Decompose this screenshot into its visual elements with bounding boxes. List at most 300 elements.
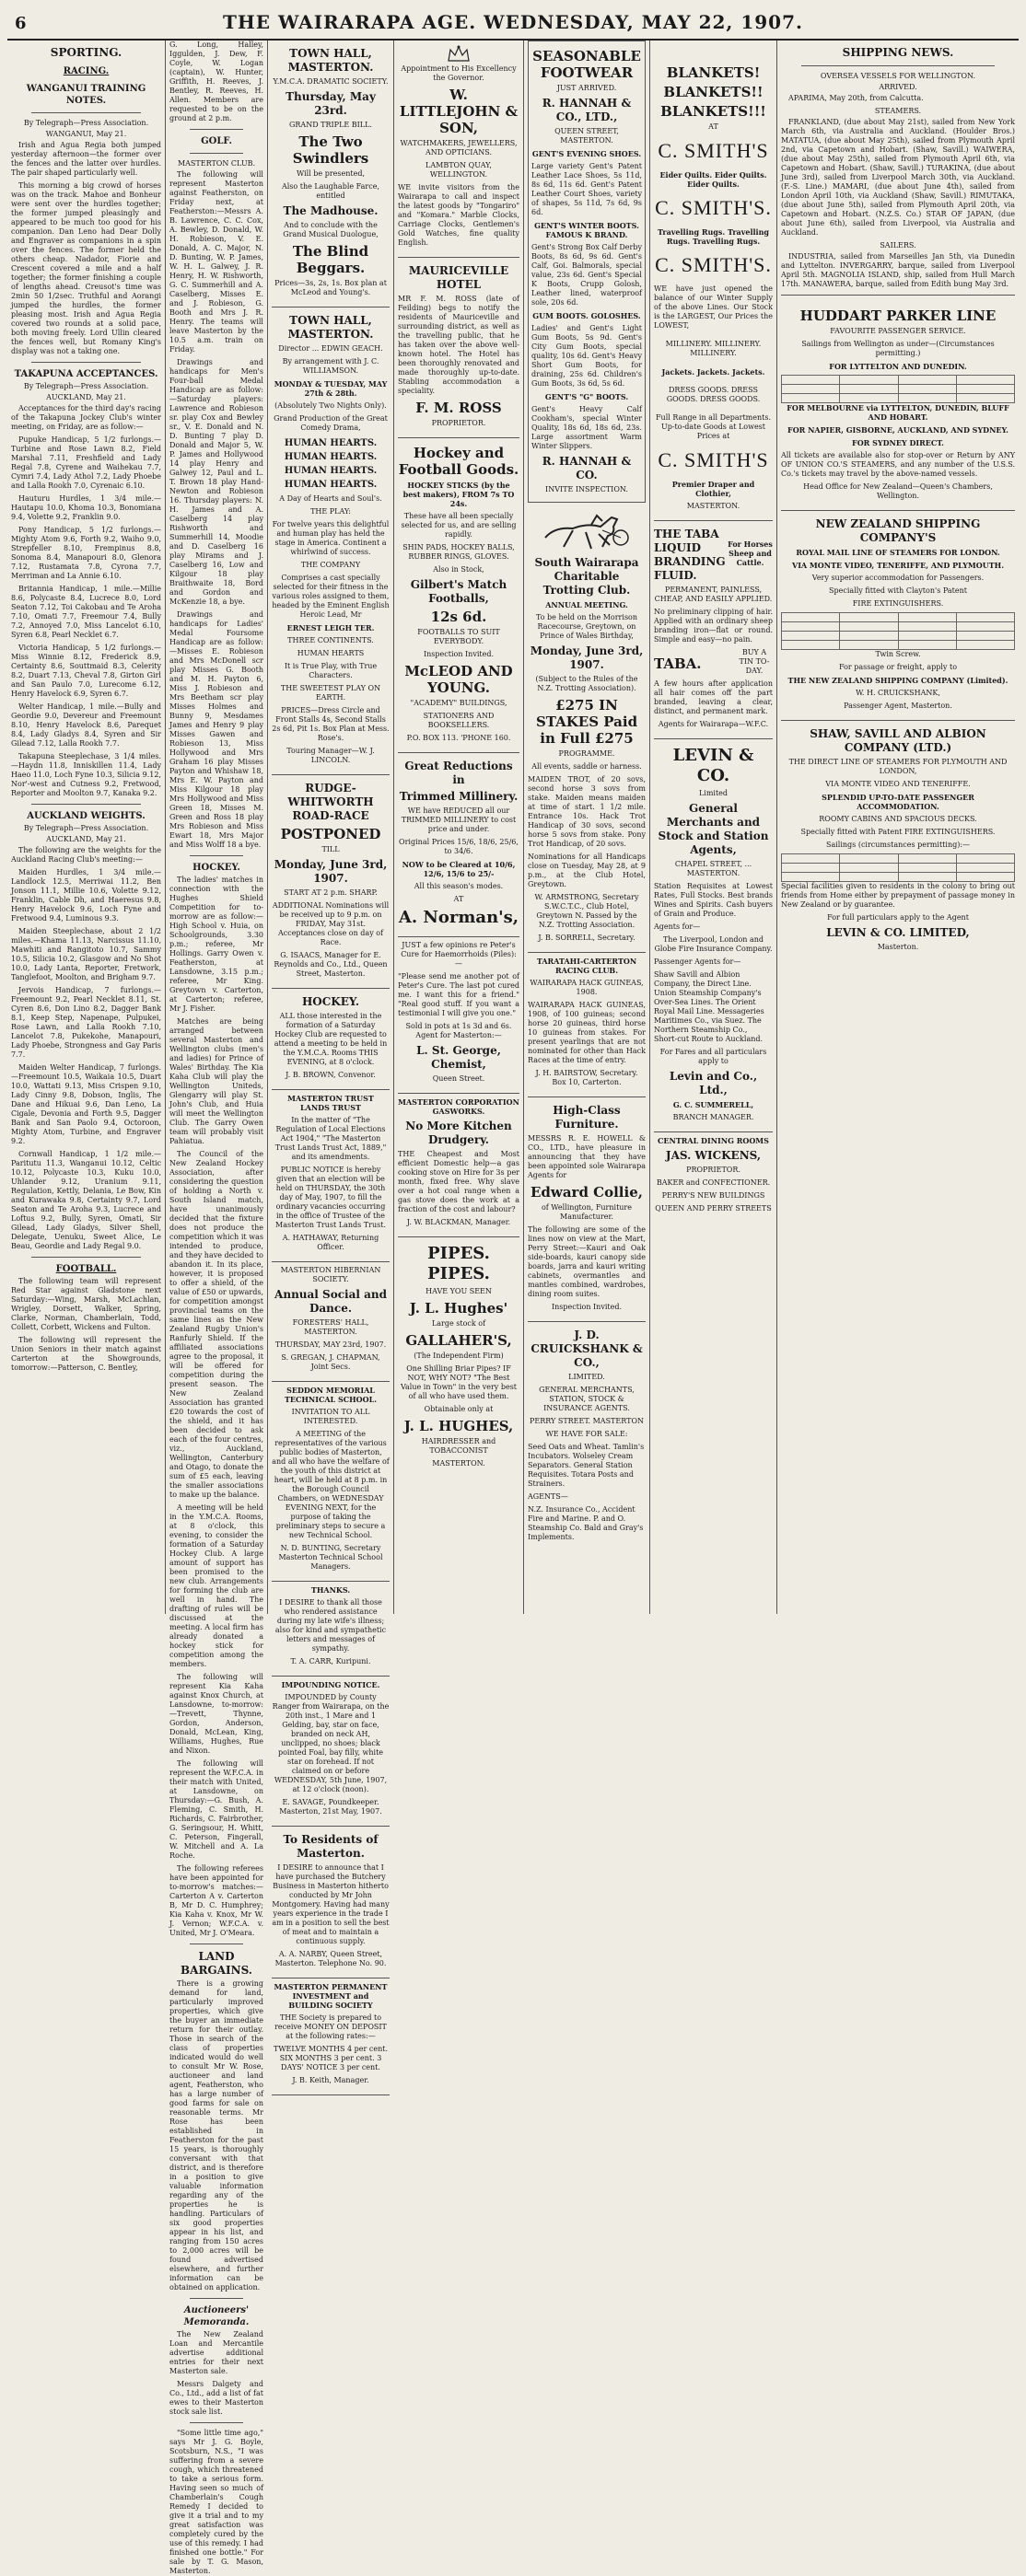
ad-line: THE Cheapest and Most efficient Domestic help—a gas cooking stove on Hire for 3s per month, fixed free. Why slave over a hot coal range when a gas stove does the work at a fraction of the cost and labour? bbox=[398, 1150, 519, 1213]
column-golf-hockey bbox=[165, 41, 267, 2575]
table-cell bbox=[782, 873, 840, 882]
ad-heading: TOWN HALL, MASTERTON. bbox=[287, 47, 374, 74]
ad-heading: South Wairarapa Charitable Trotting Club. bbox=[534, 556, 639, 597]
ad-line: W. ARMSTRONG, Secretary S.W.C.T.C., Club Hotel, Greytown N. Passed by the N.Z. Trotting Association. bbox=[534, 893, 639, 929]
table-cell bbox=[782, 385, 840, 394]
ad-line: MASTERTON. bbox=[686, 502, 740, 510]
ad-heading: R. HANNAH & CO. bbox=[542, 455, 632, 482]
ad-heading: TABA. bbox=[654, 656, 702, 672]
table-row bbox=[782, 641, 1015, 650]
ad-line: Agents for Wairarapa—W.F.C. bbox=[658, 720, 769, 728]
divider bbox=[190, 153, 243, 154]
article-paragraph: Drawings and handicaps for Ladies' Medal Foursome Handicap are as follow:—Misses E. Robieson and Mrs McDonell scr play Misses G. Booth and M. H. Payton 6, Miss J. Robieson and Mrs Beetham scr play Misses Holmes and Bunny 9, Mesdames James and Henry 9 play Misses Gawen and Robieson 13, Miss Hollywood and Mrs Graham 16 play Misses Payton and Whishaw 18, Mrs E. W. Payton and Miss Kilgour 18 play Mrs Hollywood and Miss Green 18, Misses M. Green and Ross 18 play Mrs Robieson and Miss Ewart 18, Mrs Major and Miss Wolff 18 a bye. bbox=[169, 610, 263, 849]
ad-heading: Thursday, May 23rd. bbox=[286, 90, 376, 117]
ad-line: Jackets. Jackets. Jackets. bbox=[661, 367, 765, 377]
sailing-table bbox=[781, 612, 1015, 650]
divider bbox=[801, 65, 995, 66]
ad-line: Also the Laughable Farce, entitled bbox=[281, 182, 380, 200]
ad-line: Passenger Agent, Masterton. bbox=[844, 702, 952, 710]
ad-line: CHAPEL STREET, ... MASTERTON. bbox=[674, 860, 752, 877]
table-row bbox=[782, 613, 1015, 622]
ad-line: Sailings (circumstances permitting):— bbox=[825, 841, 971, 849]
ad-line: J. B. SORRELL, Secretary. bbox=[538, 934, 635, 942]
ad-line: BAKER and CONFECTIONER. bbox=[656, 1178, 771, 1187]
article-paragraph: The following are the weights for the Auckland Racing Club's meeting:— bbox=[11, 846, 161, 864]
article-paragraph: A meeting will be held in the Y.M.C.A. Rooms, at 8 o'clock, this evening, to consider the formation of a Saturday Hockey Club. A large amount of support has been promised to the new club. Arrangements for forming the club are well in hand. The drafting of rules will be discussed at the meeting. A local firm has already donated a hockey stick for competition among the members. bbox=[169, 1503, 263, 1668]
ad-heading: BLANKETS!! bbox=[663, 84, 764, 100]
ad-trust-lands bbox=[272, 1090, 390, 1262]
ad-line: W. H. CRUICKSHANK, bbox=[856, 689, 940, 697]
ad-heading: The Two Swindlers bbox=[292, 133, 369, 167]
ad-line: WE HAVE FOR SALE: bbox=[545, 1430, 628, 1438]
table-cell bbox=[782, 854, 840, 864]
ad-hockey-goods bbox=[398, 438, 519, 753]
ad-line: Appointment to His Excellency the Governor. bbox=[401, 64, 517, 82]
ad-line: ROOMY CABINS AND SPACIOUS DECKS. bbox=[819, 815, 977, 823]
steamers-heading: STEAMERS. bbox=[874, 107, 922, 115]
ad-line: "ACADEMY" BUILDINGS, bbox=[410, 699, 507, 707]
ad-heading: SEASONABLE FOOTWEAR bbox=[532, 48, 641, 81]
article-paragraph: Matches are being arranged between several Masterton and Wellington clubs (men's and ladies) for Prince of Wales' Birthday. The Kia Kaha Club will play the Wellington Uniteds, Glengarry will play St. John's Club, and Huia will meet the Wellington Club. The Garry Owen team will probably visit Pahiatua. bbox=[169, 1017, 263, 1145]
ad-line: PERRY'S NEW BUILDINGS bbox=[661, 1191, 765, 1200]
ad-line: It is True Play, with True Characters. bbox=[284, 662, 378, 679]
column-notices bbox=[267, 41, 393, 2084]
ad-dining-rooms bbox=[654, 1132, 773, 1223]
table-cell bbox=[898, 376, 956, 385]
article-paragraph: Pony Handicap, 5 1/2 furlongs.—Mighty Atom 9.6, Forth 9.2, Waiho 9.0, Strepfeller 8.10, Frempinus 8.8, Sonoma 8.4, Manapouri 8.0, Glenora 7.12, Rustamata 7.8, Cyrona 7.7, Merriman and La Annie 6.10. bbox=[11, 526, 161, 580]
byline: By Telegraph—Press Association. bbox=[23, 382, 149, 390]
byline: By Telegraph—Press Association. bbox=[23, 824, 149, 832]
ad-line: MONDAY & TUESDAY, MAY 27th & 28th. bbox=[274, 379, 388, 398]
ad-line: N.Z. Insurance Co., Accident Fire and Marine. P. and O. Steamship Co. Bald and Gray's Implements. bbox=[528, 1505, 644, 1541]
ad-furniture bbox=[528, 1097, 646, 1322]
ad-line: PROPRIETOR. bbox=[431, 419, 486, 427]
table-row bbox=[782, 873, 1015, 882]
ad-line: Specially fitted with Clayton's Patent bbox=[829, 586, 967, 595]
ad-line: FORESTERS' HALL, MASTERTON. bbox=[292, 1318, 369, 1336]
table-cell bbox=[898, 622, 956, 632]
ad-gasworks bbox=[398, 1094, 519, 1237]
sporting-heading: SPORTING. bbox=[50, 46, 122, 59]
ad-heading: Edward Collie, bbox=[530, 1184, 643, 1201]
ad-line: All tickets are available also for stop-over or Return by ANY OF UNION CO.'S STEAMERS, and any number of the U.S.S. Co.'s tickets may travel by the above-named vessels. bbox=[781, 451, 1015, 478]
ad-line: AT bbox=[453, 895, 464, 903]
table-cell bbox=[956, 864, 1014, 873]
table-cell bbox=[898, 641, 956, 650]
ad-line: (The Independent Firm) bbox=[414, 1352, 504, 1360]
ad-heading: Monday, June 3rd, 1907. bbox=[530, 644, 644, 671]
ad-line: Grand Production of the Great Comedy Drama, bbox=[274, 414, 388, 432]
table-cell bbox=[782, 622, 840, 632]
ad-heading: Annual Social and Dance. bbox=[274, 1288, 387, 1315]
ad-line: THE PLAY: bbox=[310, 507, 351, 516]
ad-line: GENT'S EVENING SHOES. bbox=[531, 149, 642, 158]
ad-line: For twelve years this delightful and human play has held the stage in America. Continent a whirlwind of success. bbox=[272, 520, 390, 556]
taba-buy bbox=[654, 648, 773, 679]
ad-heading: GALLAHER'S, bbox=[405, 1332, 512, 1349]
ad-line: THE DIRECT LINE OF STEAMERS FOR PLYMOUTH AND LONDON, bbox=[788, 758, 1008, 775]
ad-line: GENT'S WINTER BOOTS. FAMOUS K BRAND. bbox=[534, 221, 639, 239]
article-paragraph: G. Long, Halley, Iggulden, J. Dew, F. Coyle, W. Logan (captain), W. Hunter, Griffith, H. Reeves, J. Bentley, R. Reeves, H. Allen. Members are requested to be on the ground at 2 p.m. bbox=[169, 41, 263, 122]
article-paragraph: Maiden Steeplechase, about 2 1/2 miles.—Khama 11.13, Narcissus 11.10, Mawhiti and Rangitoto 10.7, Sammy 10.5, Silicia 10.2, Glasgow and No Shot 10.0, Lady Lanta, Reporter, Fretwork, Tanglefoot, Moolton, and Brigham 9.7. bbox=[11, 927, 161, 981]
ad-line: And to conclude with the Grand Musical Duologue, bbox=[283, 221, 379, 238]
ad-heading: RUDGE-WHITWORTH ROAD-RACE bbox=[287, 782, 374, 822]
ad-line: Shaw Savill and Albion Company, the Direct Line. Union Steamship Company's Over-Sea Lines. The Orient Royal Mail Line. Messageries Maritimes Co., via Suez. The Northern Steamship Co., Short-cut Route to Auckland. bbox=[654, 970, 764, 1043]
column-sporting bbox=[7, 41, 165, 1614]
ad-line: IMPOUNDING NOTICE. bbox=[281, 1680, 380, 1689]
table-cell bbox=[840, 385, 898, 394]
table-cell bbox=[782, 641, 840, 650]
masthead bbox=[7, 9, 1019, 41]
ad-heading: 12s 6d. bbox=[430, 609, 487, 625]
ad-line: Sold in pots at 1s 3d and 6s. Agent for Masterton:— bbox=[405, 1022, 512, 1039]
table-cell bbox=[956, 641, 1014, 650]
ad-line: Head Office for New Zealand—Queen's Chambers, Wellington. bbox=[803, 482, 993, 500]
ad-line: INVITATION TO ALL INTERESTED. bbox=[291, 1408, 370, 1425]
ad-line: I DESIRE to thank all those who rendered assistance during my late wife's illness; also for kind and sympathetic letters and messages of sympathy. bbox=[274, 1598, 387, 1653]
divider bbox=[190, 855, 243, 856]
divider bbox=[190, 129, 243, 130]
ad-road-race bbox=[272, 775, 390, 989]
article-paragraph: The following referees have been appointed for to-morrow's matches:—Carterton A v. Carterton B, Mr D. C. Humphrey; Kia Kaha v. Knox, Mr W. J. Vernon; W.F.C.A. v. United, Mr J. O'Meara. bbox=[169, 1864, 263, 1937]
ad-line: FAVOURITE PASSENGER SERVICE. bbox=[830, 327, 966, 335]
ad-littlejohn bbox=[398, 41, 519, 258]
ad-line: THURSDAY, MAY 23rd, 1907. bbox=[274, 1340, 387, 1349]
ad-nz-shipping bbox=[781, 511, 1015, 721]
ad-line: CENTRAL DINING ROOMS bbox=[658, 1136, 769, 1145]
ad-line: QUEEN AND PERRY STREETS bbox=[655, 1204, 772, 1213]
ad-line: TARATAHI-CARTERTON RACING CLUB. bbox=[536, 957, 637, 975]
table-cell bbox=[898, 613, 956, 622]
ad-line: Eider Quilts. Eider Quilts. Eider Quilts. bbox=[659, 170, 767, 189]
ad-c-smith bbox=[654, 41, 773, 521]
ad-line: E. SAVAGE, Poundkeeper. Masterton, 21st May, 1907. bbox=[279, 1798, 382, 1816]
ad-petes-cure bbox=[398, 937, 519, 1094]
ad-line: THE Society is prepared to receive MONEY ON DEPOSIT at the following rates:— bbox=[274, 2013, 387, 2040]
table-cell bbox=[782, 394, 840, 403]
ad-line: For passage or freight, apply to bbox=[838, 663, 958, 671]
divider bbox=[190, 2298, 243, 2299]
ad-line: (Absolutely Two Nights Only). bbox=[274, 401, 387, 410]
ad-line: (Subject to the Rules of the N.Z. Trotting Association). bbox=[535, 675, 638, 692]
ad-heading: J. L. Hughes' bbox=[409, 1300, 508, 1317]
ad-heading: C. SMITH'S. bbox=[655, 253, 772, 276]
ad-pipes bbox=[398, 1237, 519, 1478]
table-cell bbox=[956, 394, 1014, 403]
column-footwear-trotting bbox=[523, 41, 649, 1614]
table-row bbox=[782, 632, 1015, 641]
ad-line: Original Prices 15/6, 18/6, 25/6, to 34/6. bbox=[399, 838, 519, 855]
football-heading: FOOTBALL. bbox=[55, 1264, 117, 1274]
ad-heading: To Residents of Masterton. bbox=[283, 1833, 379, 1860]
ad-line: HOCKEY STICKS (by the best makers), FROM 7s TO 24s. bbox=[402, 481, 515, 508]
page-number: 6 bbox=[15, 14, 27, 33]
ad-line: J. H. BAIRSTOW, Secretary. Box 10, Carterton. bbox=[535, 1069, 638, 1086]
article-paragraph: Britannia Handicap, 1 mile.—Millie 8.6, Polycaste 8.4, Lucrece 8.0, Lord Seaton 7.12, Toi Cakobau and Te Aroha 7.10, Omati 7.7, Freemour 7.4, Bully 7.2, Annoyed 7.0, Miss Lancelot 6.10, Syren 6.8, Pearl Necklet 6.7. bbox=[11, 585, 161, 639]
ad-line: Specially fitted with Patent FIRE EXTINGUISHERS. bbox=[800, 828, 996, 836]
ad-heading: LEVIN & CO. bbox=[672, 746, 754, 785]
ad-line: Large variety Gent's Patent Leather Lace Shoes, 5s 11d, 8s 6d, 11s 6d. Gent's Patent Leather Court Shoes, variety of shapes, 5s 11d, 7s 6d, 9s 6d. bbox=[531, 162, 642, 216]
ad-line: FOR SYDNEY DIRECT. bbox=[852, 438, 944, 447]
table-cell bbox=[898, 632, 956, 641]
ad-line: Masterton. bbox=[877, 943, 919, 951]
table-cell bbox=[840, 613, 898, 622]
ad-line: PERRY STREET. MASTERTON bbox=[529, 1417, 644, 1425]
dateline: AUCKLAND, May 21. bbox=[46, 835, 126, 843]
ad-heading: The Madhouse. bbox=[283, 204, 379, 217]
ad-heading: F. M. ROSS bbox=[415, 400, 502, 416]
table-cell bbox=[956, 376, 1014, 385]
ad-line: By arrangement with J. C. WILLIAMSON. bbox=[282, 357, 379, 375]
ad-line: SHIN PADS, HOCKEY BALLS, RUBBER RINGS, GLOVES. bbox=[402, 543, 515, 561]
ad-impounding bbox=[272, 1677, 390, 1827]
ad-line: FIRE EXTINGUISHERS. bbox=[852, 599, 944, 608]
ad-line: A few hours after application all hair comes off the part branded, leaving a clear, distinct, and permanent mark. bbox=[654, 679, 773, 715]
ad-levin bbox=[654, 739, 773, 1132]
ad-heading: JAS. WICKENS, bbox=[665, 1149, 762, 1162]
article-paragraph: Hauturu Hurdles, 1 3/4 mile.—Hautapu 10.0, Khoma 10.3, Bonomiana 9.4, Volette 9.2, Franklin 9.0. bbox=[11, 494, 161, 521]
ad-line: For full particulars apply to the Agent bbox=[827, 913, 969, 922]
article-paragraph: This morning a big crowd of horses was on the track. Mahoe and Bonheur were sent over the hurdles together; the former jumped pleasingly and appeared to be much too good for his companion. Dan Leno had Dear Dolly and Engraver as companions in a spin over the fences. The former held the others cheap. Nadador, Fiorie and Crescent covered a mile and a half together; the former finishing a couple of lengths ahead. Creusot's time was 2min 50 1/2sec. Truthful and Aorangi jumped the hurdles, the former pleasing most. Irish and Agua Regia covered two rounds at a solid pace, both moving freely. Lord Ullin cleared the fences well, but Romany King's display was not a taking one. bbox=[11, 181, 161, 355]
ad-heading: A. Norman's, bbox=[398, 908, 519, 927]
column-layout bbox=[7, 41, 1019, 2575]
article-paragraph: The following will represent the W.F.C.A. in their match with United, at Lansdowne, on Thursday:—G. Bush, A. Fleming, C. Smith, H. Richards, C. Fairbrother, G. Seringsour, H. Whitt, C. Peterson, Fingerall, W. Mitchell and A. La Roche. bbox=[169, 1759, 263, 1860]
ad-heading: HUMAN HEARTS. HUMAN HEARTS. HUMAN HEARTS. HUMAN HEARTS. bbox=[284, 438, 378, 490]
wanganui-heading: WANGANUI TRAINING NOTES. bbox=[26, 84, 146, 106]
article-paragraph: Jervois Handicap, 7 furlongs.—Freemount 9.2, Pearl Necklet 8.11, St. Cyren 8.6, Don Lino 8.2, Dagger Bank 8.1, Keep Step, Napenape, Pulpukei, Rose Lawn, and Lalla Rookh 7.10, Lancelot 7.8, Pukekohe, Manapouri, Lady Phoebe, Strongness and Gay Paris 7.7. bbox=[11, 986, 161, 1059]
ad-line: "Please send me another pot of Peter's Cure. The last pot cured me. I want this for a friend." "Real good stuff. If you want a testimonial I will give you one." bbox=[398, 972, 519, 1017]
ad-town-hall bbox=[272, 41, 390, 307]
ad-line: G. C. SUMMERELL, bbox=[672, 1100, 754, 1109]
ad-line: THE COMPANY bbox=[300, 561, 361, 569]
divider bbox=[31, 1257, 141, 1258]
column-shipping bbox=[776, 41, 1019, 1614]
ad-line: MASTERTON CORPORATION GASWORKS. bbox=[398, 1097, 519, 1116]
ad-heading: PIPES. PIPES. bbox=[427, 1244, 490, 1283]
table-cell bbox=[782, 376, 840, 385]
ad-building-society bbox=[272, 1978, 390, 2095]
ad-heading: HOCKEY. bbox=[301, 995, 360, 1008]
ad-line: Twin Screw. bbox=[875, 650, 921, 658]
ad-line: P.O. BOX 113. 'PHONE 160. bbox=[406, 734, 511, 742]
table-row bbox=[782, 622, 1015, 632]
ad-line: LIMITED. bbox=[568, 1373, 605, 1381]
divider bbox=[31, 804, 141, 805]
ad-line: HAIRDRESSER and TOBACCONIST bbox=[421, 1437, 496, 1455]
article-paragraph: Irish and Agua Regia both jumped yesterday afternoon—the former over the fences and the latter over hurdles. The pair shaped particularly well. bbox=[11, 141, 161, 177]
ad-heading: Levin and Co., Ltd., bbox=[669, 1070, 758, 1097]
ad-line: ANNUAL MEETING. bbox=[545, 600, 628, 609]
ad-heading: General Merchants and Stock and Station Agents, bbox=[658, 802, 769, 856]
ad-line: TWELVE MONTHS 4 per cent. SIX MONTHS 3 per cent. 3 DAYS' NOTICE 3 per cent. bbox=[274, 2045, 388, 2071]
ad-line: These have all been specially selected for us, and are selling rapidly. bbox=[401, 512, 517, 539]
ad-footwear bbox=[528, 41, 646, 503]
ad-line: of Wellington, Furniture Manufacturer. bbox=[541, 1203, 632, 1221]
ad-line: Limited bbox=[698, 789, 729, 797]
ad-line: To be held on the Morrison Racecourse, Greytown, on Prince of Wales Birthday, bbox=[535, 613, 638, 640]
table-cell bbox=[840, 873, 898, 882]
ad-line: MASTERTON. bbox=[432, 1459, 485, 1468]
ad-human-hearts bbox=[272, 307, 390, 775]
article-paragraph: Maiden Hurdles, 1 3/4 mile.—Landlock 12.5, Merriwai 11.2, Ben Jonson 11.1, Millie 10.6, Volette 9.12, Franklin, Cable Dh, and Haeresus 9.8, Henry Havelock 9.6, Loch Fyne and Fretwood 9.4, Luminous 9.3. bbox=[11, 868, 161, 922]
ad-heading: POSTPONED bbox=[280, 826, 381, 842]
royal-crest-icon bbox=[445, 44, 472, 64]
table-cell bbox=[898, 385, 956, 394]
column-retail-ads bbox=[393, 41, 523, 1614]
ad-line: MILLINERY. MILLINERY. MILLINERY. bbox=[665, 340, 762, 357]
ad-heading: Hockey and Football Goods. bbox=[398, 445, 519, 478]
article-paragraph: "Some little time ago," says Mr J. G. Boyle, Scotsburn, N.S., "I was suffering from a severe cough, which threatened to take a serious form. Having seen so much of Chamberlain's Cough Remedy I decided to give it a trial and to my great satisfaction was completely cured by the use of this remedy. I had finished one bottle." For sale by T. G. Mason, Masterton. bbox=[169, 2429, 263, 2575]
ad-line: STATIONERS AND BOOKSELLERS. bbox=[423, 712, 495, 729]
ad-line: No preliminary clipping of hair. Applied with an ordinary sheep branding iron—flat or round. Simple and easy—no pain. bbox=[654, 608, 773, 644]
ad-line: A. HATHAWAY, Returning Officer. bbox=[282, 1234, 379, 1251]
ad-line: T. A. CARR, Kuripuni. bbox=[290, 1657, 371, 1665]
ad-heading: C. SMITH'S bbox=[658, 139, 769, 162]
ad-line: Station Requisites at Lowest Rates, Full Stocks. Best brands Wines and Spirits. Cash buyers of Grain and Produce. bbox=[654, 882, 773, 918]
article-paragraph: Maiden Welter Handicap, 7 furlongs.—Freemount 10.5, Waikaia 10.5, Duart 10.0, Wattati 9.13, Miss Crispen 9.10, Lady Cinny 9.8, Dobson, Inglis, The Dane and Hikuai 9.6, Dan Leno, La Cigale, Devonia and Forth 9.5, Dagger Bank and San Paolo 9.4, Octoroon, Mighty Atom, Turbine, and Engraver 9.2. bbox=[11, 1063, 161, 1145]
ad-line: Seed Oats and Wheat. Tamlin's Incubators. Wolseley Cream Separators. General Station Requisites. Totara Posts and Strainers. bbox=[528, 1443, 645, 1488]
ad-heading: BLANKETS!!! bbox=[660, 103, 766, 120]
ad-technical-school bbox=[272, 1382, 390, 1582]
article-paragraph: The New Zealand Loan and Mercantile advertise additional entries for their next Masterton sale. bbox=[169, 2330, 263, 2375]
ad-heading: SHAW, SAVILL AND ALBION COMPANY (LTD.) bbox=[810, 727, 986, 754]
table-cell bbox=[840, 641, 898, 650]
ad-line: Comprises a cast specially selected for their fitness in the various roles assigned to them, headed by the Eminent English Heroic Lead, Mr bbox=[272, 574, 390, 619]
ad-line: I DESIRE to announce that I have purchased the Butchery Business in Masterton hitherto conducted by Mr John Montgomery. Having had many years experience in the trade I am in a position to sell the best of meat and to maintain a continuous supply. bbox=[272, 1863, 390, 1945]
ad-heading: MAURICEVILLE HOTEL bbox=[408, 264, 509, 291]
article-paragraph: Welter Handicap, 1 mile.—Bully and Geordie 9.0, Devereur and Freemount 8.10, Henry Havelock 8.6, Parequet 8.4, Lady Gladys 8.4, Syren and Sir Gilead 7.12, Lalla Rookh 7.7. bbox=[11, 702, 161, 748]
ad-line: MR F. M. ROSS (late of Feilding) begs to notify the residents of Mauriceville and surrounding district, as well as the travelling public, that he has taken over the above well-known hotel. The Hotel has been thoroughly renovated and made thoroughly up-to-date. Stabling accommodation a speciality. bbox=[398, 295, 519, 395]
ad-line: Nominations for all Handicaps close on Tuesday, May 28, at 9 p.m., at the Club Hotel, Greytown. bbox=[528, 853, 646, 888]
ad-line: Travelling Rugs. Travelling Rugs. Travelling Rugs. bbox=[658, 227, 769, 246]
ad-line: HAVE YOU SEEN bbox=[426, 1287, 492, 1295]
ad-line: GRAND TRIPLE BILL. bbox=[289, 121, 372, 129]
ad-heading: The Blind Beggars. bbox=[292, 243, 369, 276]
ad-line: Inspection Invited. bbox=[423, 650, 495, 658]
ad-line: FOR MELBOURNE via LYTTELTON, DUNEDIN, BLUFF AND HOBART. bbox=[787, 403, 1009, 422]
ad-line: All this season's modes. bbox=[414, 882, 504, 890]
newspaper-title: THE WAIRARAPA AGE. WEDNESDAY, MAY 22, 1907. bbox=[223, 11, 803, 33]
table-cell bbox=[840, 376, 898, 385]
ad-line: NOW to be Cleared at 10/6, 12/6, 15/6 to 25/- bbox=[402, 860, 516, 878]
ad-line: PROPRIETOR. bbox=[686, 1166, 740, 1174]
ad-line: AGENTS— bbox=[528, 1492, 568, 1501]
ad-line: Will be presented, bbox=[297, 169, 365, 178]
ad-line: Gent's Heavy Calf Cookham's, special Winter Quality, 18s 6d, 18s 6d, 23s. Large assortment Warm Winter Slippers. bbox=[531, 405, 642, 450]
ad-line: GENT'S "G" BOOTS. bbox=[544, 392, 629, 401]
ad-trotting-club bbox=[528, 503, 646, 953]
ad-heading: J. D. CRUICKSHANK & CO., bbox=[530, 1329, 643, 1369]
table-row bbox=[782, 394, 1015, 403]
ad-line: HUMAN HEARTS bbox=[297, 649, 365, 657]
ad-line: FOR NAPIER, GISBORNE, AUCKLAND, AND SYDNEY. bbox=[787, 425, 1009, 435]
ad-line: ADDITIONAL Nominations will be received up to 9 p.m. on FRIDAY, May 31st. Acceptances close on day of Race. bbox=[272, 901, 390, 946]
weights-heading: AUCKLAND WEIGHTS. bbox=[27, 811, 146, 821]
ad-heading: £275 IN STAKES Paid in Full £275 bbox=[535, 697, 638, 747]
ad-heading: J. L. HUGHES, bbox=[403, 1418, 514, 1434]
ad-taratahi bbox=[528, 953, 646, 1097]
ad-line: MASTERTON PERMANENT INVESTMENT and BUILDING SOCIETY bbox=[274, 1982, 388, 2010]
ad-line: A Day of Hearts and Soul's. bbox=[279, 494, 382, 503]
byline: By Telegraph—Press Association. bbox=[23, 119, 149, 127]
sailing-table bbox=[781, 853, 1015, 882]
column-smiths bbox=[649, 41, 776, 1614]
article-paragraph: Cornwall Handicap, 1 1/2 mile.—Paritutu 11.3, Wanganui 10.12, Celtic 10.12, Polycaste 10.3, Kuku 10.0, Uhlander 9.12, Uranium 9.11, Regulation, Kettly, Delania, Le Bow, Kin and Kurawaka 9.8, Certainty 9.7, Lord Seaton and Te Aroha 9.3, Lucrece and Loftus 9.2, Bully, Syren, Omati, Sir Gilead, Lady Gladys, Silver Shell, Delegate, Uenuku, Sweet Alice, Le Beau, Geordie and Lady Regal 9.0. bbox=[11, 1150, 161, 1250]
ad-line: Agents for— bbox=[654, 922, 701, 931]
ad-heading: Monday, June 3rd, 1907. bbox=[274, 858, 388, 885]
ad-line: PROGRAMME. bbox=[558, 749, 615, 758]
divider bbox=[190, 2422, 243, 2423]
ad-line: THE SWEETEST PLAY ON EARTH. bbox=[280, 684, 381, 702]
divider bbox=[31, 362, 141, 363]
ad-taba bbox=[654, 521, 773, 739]
article-paragraph: APARIMA, May 20th, from Calcutta. bbox=[788, 94, 924, 102]
article-paragraph: Victoria Handicap, 5 1/2 furlongs.—Miss Winnie 8.12, Frederick 8.9, Certainty 8.6, Souttmaid 8.3, Celerity 8.2, Duart 7.13, Cheval 7.8, Girton Girl and San Paulo 7.0, Lurecome 6.12, Henry Havelock 6.9, Syren 6.7. bbox=[11, 644, 161, 698]
divider bbox=[31, 112, 141, 113]
ad-shaw-savill bbox=[781, 721, 1015, 961]
ad-line: QUEEN STREET, MASTERTON. bbox=[554, 127, 619, 145]
ad-line: Director ... EDWIN GEACH. bbox=[278, 344, 383, 353]
ad-heading: THE TABA LIQUID BRANDING FLUID. bbox=[654, 528, 726, 582]
golf-heading: GOLF. bbox=[201, 136, 232, 146]
ad-line: LAMBTON QUAY, WELLINGTON. bbox=[426, 161, 492, 179]
shipping-heading: SHIPPING NEWS. bbox=[842, 46, 954, 59]
table-cell bbox=[956, 632, 1014, 641]
sailers-heading: SAILERS. bbox=[880, 241, 916, 249]
ad-heading: W. LITTLEJOHN & SON, bbox=[399, 87, 519, 136]
ad-line: WAIRARAPA HACK GUINEAS, 1908, of 100 guineas; second horse 20 guineas, third horse 10 guineas from stakes. For present yearlings that are not nominated for other than Hack Races at the time of entry. bbox=[528, 1001, 646, 1064]
ad-line: TILL bbox=[321, 845, 340, 853]
ad-line: Special facilities given to residents in the colony to bring out friends from Home either by prepayment of passage money in New Zealand or by guarantee. bbox=[781, 882, 1015, 909]
table-cell bbox=[840, 622, 898, 632]
ad-line: J. W. BLACKMAN, Manager. bbox=[406, 1218, 511, 1226]
ad-line: Queen Street. bbox=[432, 1074, 485, 1083]
ad-line: GUM BOOTS. GOLOSHES. bbox=[532, 311, 641, 320]
table-row bbox=[782, 376, 1015, 385]
oversea-heading: OVERSEA VESSELS FOR WELLINGTON. bbox=[820, 72, 976, 80]
ad-line: MESSRS R. E. HOWELL & CO., LTD., have pleasure in announcing that they have been appointed sole Wairarapa Agents for bbox=[528, 1134, 646, 1179]
ad-millinery bbox=[398, 753, 519, 937]
ad-thanks bbox=[272, 1582, 390, 1677]
table-row bbox=[782, 864, 1015, 873]
takapuna-heading: TAKAPUNA ACCEPTANCES. bbox=[14, 369, 158, 379]
ad-line: S. GREGAN, J. CHAPMAN, Joint Secs. bbox=[281, 1353, 380, 1371]
ad-heading: C. SMITH'S bbox=[658, 448, 769, 471]
ad-heading: McLEOD AND YOUNG. bbox=[404, 663, 513, 696]
ad-hockey-meeting bbox=[272, 989, 390, 1090]
ad-line: PUBLIC NOTICE is hereby given that an election will be held on THURSDAY, the 30th day of May, 1907, to fill the ordinary vacancies occurring in the office of Trustee of the Masterton Trust Lands Trust. bbox=[275, 1166, 386, 1229]
ad-line: THE NEW ZEALAND SHIPPING COMPANY (Limited). bbox=[787, 676, 1009, 685]
table-cell bbox=[956, 622, 1014, 632]
table-cell bbox=[782, 613, 840, 622]
ad-line: A MEETING of the representatives of the various public bodies of Masterton, and all who have the welfare of the youth of this district at heart, will be held at 8 p.m. in the Borough Council Chambers, on WEDNESDAY EVENING NEXT, for the purpose of taking the preliminary steps to secure a new Technical School. bbox=[272, 1430, 390, 1539]
ad-line: WE have REDUCED all our TRIMMED MILLINERY to cost price and under. bbox=[401, 806, 517, 833]
ad-line: One Shilling Briar Pipes? IF NOT, WHY NOT? "The Best Value in Town" in the very best of all who have used them. bbox=[400, 1364, 518, 1400]
ad-line: SEDDON MEMORIAL TECHNICAL SCHOOL. bbox=[284, 1386, 378, 1404]
article-paragraph: There is a growing demand for land, particularly improved properties, which give the buyer an immediate return for their outlay. Those in search of the class of properties indicated would do well to consult Mr W. Rose, auctioneer and land agent, Featherston, who has a large number of good farms for sale on reasonable terms. Mr Rose has been established in Featherston for the past 15 years, is thoroughly conversant with that district, and is therefore in a position to give valuable information regarding any of the properties he is handling. Particulars of six good properties appear in his list, and ranging from 150 acres to 2,000 acres will be found advertised elsewhere, and further information can be obtained on application. bbox=[169, 1979, 263, 2292]
ad-heading: Trimmed Millinery. bbox=[399, 790, 519, 803]
table-cell bbox=[956, 854, 1014, 864]
ad-line: DRESS GOODS. DRESS GOODS. DRESS GOODS. bbox=[666, 386, 761, 403]
table-cell bbox=[956, 385, 1014, 394]
ad-line: VIA MONTE VIDEO, TENERIFFE, AND PLYMOUTH. bbox=[791, 561, 1005, 570]
ad-line: Y.M.C.A. DRAMATIC SOCIETY. bbox=[273, 77, 389, 86]
club-heading: MASTERTON CLUB. bbox=[177, 159, 256, 168]
table-cell bbox=[898, 854, 956, 864]
ad-line: Very superior accommodation for Passengers. bbox=[811, 574, 985, 582]
ad-heading: Gilbert's Match Footballs, bbox=[410, 578, 507, 605]
article-paragraph: FRANKLAND, (due about May 21st), sailed from New York March 6th, via Australia and Auckland. (Houlder Bros.) MATATUA, (due about May 25th), sailed from Plymouth April 2nd, via Capetown and Hobart. (Shaw, Savill.) WAIWERA, (due about May 25th), sailed from Plymouth April 6th, via Capetown and Hobart. (Shaw, Savill.) TURAKINA, (due about June 3rd), sailed from Liverpool March 30th, via Auckland. (F.-S. Line.) MAMARI, (due about June 4th), sailed from London April 10th, via Auckland (Shaw, Savill.) RIMUTAKA, (due about June 5th), sailed from Plymouth April 20th, via Capetown and Hobart. (N.Z.S. Co.) STAR OF JAPAN, (due about June 6th), sailed from Liverpool, via Australia and Auckland. bbox=[781, 118, 1015, 237]
